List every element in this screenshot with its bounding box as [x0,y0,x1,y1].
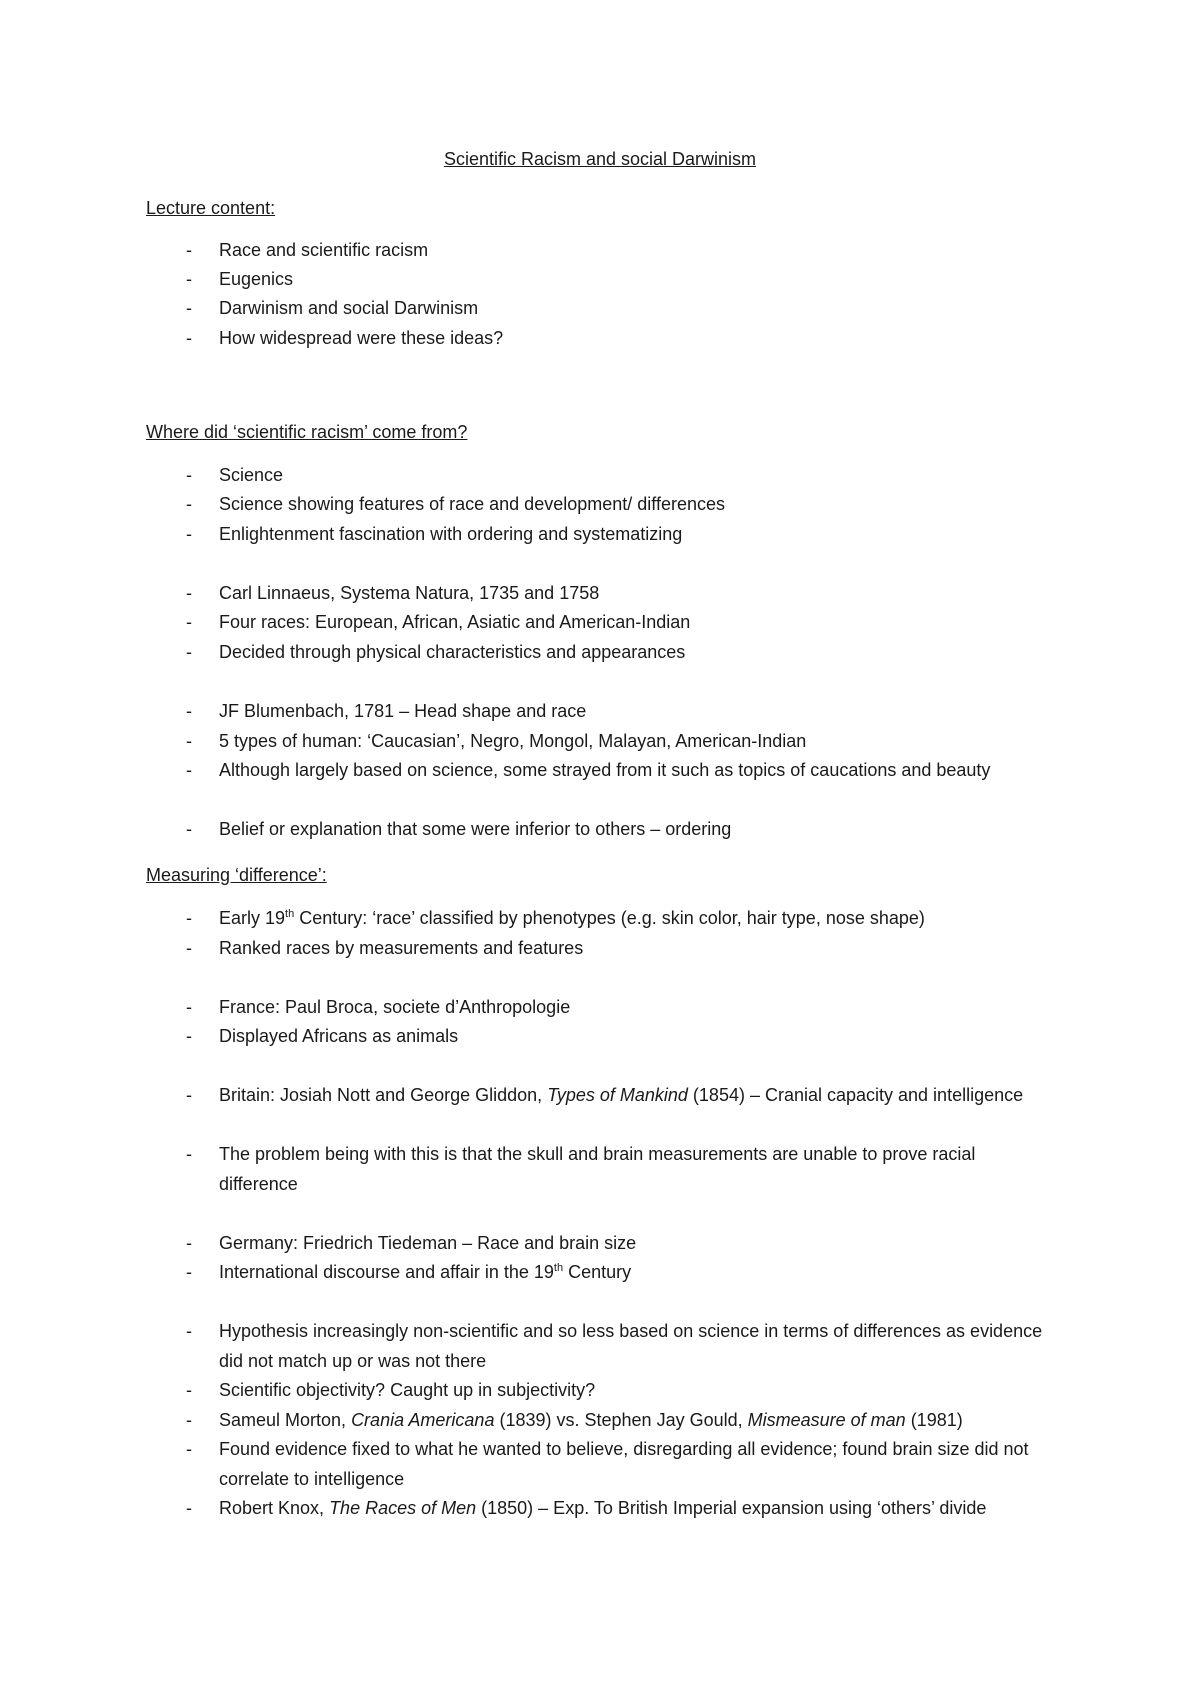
bullet-dash: - [186,1026,192,1046]
bullet-dash: - [186,298,192,318]
list-item: - Four races: European, African, Asiatic and American-Indian [186,608,1066,638]
list-item: - Belief or explanation that some were inferior to others – ordering [186,815,1066,845]
bullet-dash: - [186,583,192,603]
list-item: - JF Blumenbach, 1781 – Head shape and race [186,697,1066,727]
bullet-dash: - [186,819,192,839]
bullet-dash: - [186,1321,192,1341]
bullet-dash: - [186,1085,192,1105]
bullet-dash: - [186,269,192,289]
bullet-dash: - [186,1410,192,1430]
list-item: - 5 types of human: ‘Caucasian’, Negro, Mongol, Malayan, American-Indian [186,727,1066,757]
bullet-dash: - [186,612,192,632]
list-item: - The problem being with this is that the skull and brain measurements are unable to prove racial difference [186,1140,1066,1199]
list-item: - Scientific objectivity? Caught up in subjectivity? [186,1376,1066,1406]
list-item: - Ranked races by measurements and features [186,934,1066,964]
section-heading-lecture-content: Lecture content: [146,198,276,218]
list-item: - Displayed Africans as animals [186,1022,1066,1052]
bullet-dash: - [186,1380,192,1400]
list-item: - Enlightenment fascination with ordering and systematizing [186,520,1066,550]
bullet-dash: - [186,240,192,260]
list-item: - France: Paul Broca, societe d’Anthropologie [186,993,1066,1023]
bullet-dash: - [186,1233,192,1253]
bullet-dash: - [186,1439,192,1459]
bullet-dash: - [186,1144,192,1164]
section-heading-measuring-difference: Measuring ‘difference’: [146,865,327,885]
bullet-dash: - [186,465,192,485]
bullet-dash: - [186,642,192,662]
bullet-dash: - [186,938,192,958]
list-item: - International discourse and affair in the 19th Century [186,1258,1066,1288]
bullet-dash: - [186,524,192,544]
bullet-dash: - [186,701,192,721]
list-item: - Although largely based on science, some strayed from it such as topics of caucations and beauty [186,756,1066,786]
bullet-dash: - [186,997,192,1017]
list-item: - Decided through physical characteristics and appearances [186,638,1066,668]
list-item: - Sameul Morton, Crania Americana (1839) vs. Stephen Jay Gould, Mismeasure of man (1981) [186,1406,1066,1436]
list-item: - Eugenics [186,265,1066,295]
list-item: - Early 19th Century: ‘race’ classified by phenotypes (e.g. skin color, hair type, nose shape) [186,904,1066,934]
list-item: - Race and scientific racism [186,236,1066,266]
bullet-dash: - [186,1498,192,1518]
list-item: - Hypothesis increasingly non-scientific and so less based on science in terms of differences as evidence did not match up or was not there [186,1317,1066,1376]
list-item: - How widespread were these ideas? [186,324,1066,354]
bullet-dash: - [186,328,192,348]
bullet-dash: - [186,908,192,928]
list-item: - Robert Knox, The Races of Men (1850) – Exp. To British Imperial expansion using ‘others’ divide [186,1494,1066,1524]
document-title: Scientific Racism and social Darwinism [443,149,757,169]
list-item: - Britain: Josiah Nott and George Gliddon, Types of Mankind (1854) – Cranial capacity and intelligence [186,1081,1066,1111]
list-item: - Science showing features of race and development/ differences [186,490,1066,520]
bullet-dash: - [186,731,192,751]
list-item: - Germany: Friedrich Tiedeman – Race and brain size [186,1229,1066,1259]
list-item: - Found evidence fixed to what he wanted to believe, disregarding all evidence; found brain size did not correlate to intelligence [186,1435,1066,1494]
list-item: - Carl Linnaeus, Systema Natura, 1735 and 1758 [186,579,1066,609]
list-item: - Darwinism and social Darwinism [186,294,1066,324]
list-item: - Science [186,461,1066,491]
bullet-dash: - [186,1262,192,1282]
bullet-dash: - [186,760,192,780]
bullet-dash: - [186,494,192,514]
section-heading-where-did: Where did ‘scientific racism’ come from? [146,422,468,442]
